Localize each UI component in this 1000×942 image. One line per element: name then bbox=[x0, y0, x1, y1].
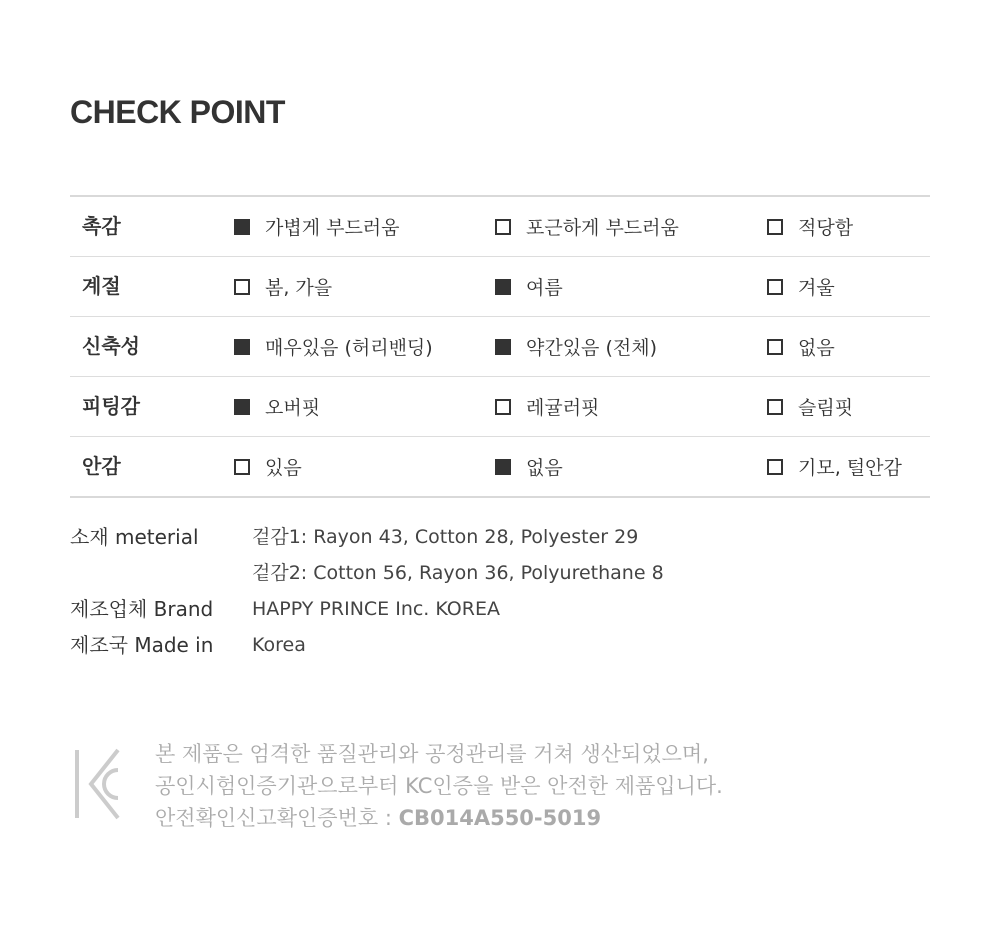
info-value: Korea bbox=[252, 634, 306, 656]
info-key: 제조국 Made in bbox=[70, 633, 214, 657]
checkbox-icon bbox=[234, 339, 250, 355]
check-option bbox=[495, 257, 563, 316]
check-option bbox=[767, 197, 853, 256]
kc-notice bbox=[155, 738, 723, 834]
kc-cert-line bbox=[155, 802, 723, 834]
kc-cert-prefix: 안전확인신고확인증번호 : bbox=[155, 806, 399, 830]
kc-notice-line: 본 제품은 엄격한 품질관리와 공정관리를 거쳐 생산되었으며, bbox=[155, 742, 709, 766]
row-label: 촉감 bbox=[82, 214, 121, 238]
info-key: 소재 meterial bbox=[70, 525, 199, 549]
option-label: 매우있음 (허리밴딩) bbox=[265, 337, 433, 359]
check-option bbox=[234, 377, 320, 436]
kc-mark-icon bbox=[72, 746, 124, 822]
option-label: 봄, 가을 bbox=[265, 277, 333, 299]
option-label: 가볍게 부드러움 bbox=[265, 217, 400, 239]
check-option bbox=[767, 317, 835, 376]
checkbox-icon bbox=[495, 279, 511, 295]
page-title: CHECK POINT bbox=[70, 94, 285, 130]
kc-cert-number: CB014A550-5019 bbox=[398, 806, 602, 830]
row-label: 계절 bbox=[82, 274, 121, 298]
option-label: 있음 bbox=[265, 457, 302, 479]
check-row-lining bbox=[70, 437, 930, 498]
option-label: 포근하게 부드러움 bbox=[526, 217, 679, 239]
info-key: 제조업체 Brand bbox=[70, 597, 214, 621]
checkbox-icon bbox=[495, 339, 511, 355]
check-row-season bbox=[70, 257, 930, 317]
check-option bbox=[234, 437, 302, 496]
check-option bbox=[495, 317, 657, 376]
option-label: 없음 bbox=[798, 337, 835, 359]
checkbox-icon bbox=[234, 459, 250, 475]
option-label: 레귤러핏 bbox=[526, 397, 600, 419]
option-label: 기모, 털안감 bbox=[798, 457, 902, 479]
option-label: 약간있음 (전체) bbox=[526, 337, 657, 359]
check-option bbox=[495, 197, 679, 256]
option-label: 여름 bbox=[526, 277, 563, 299]
check-option bbox=[234, 197, 400, 256]
info-value: 겉감2: Cotton 56, Rayon 36, Polyurethane 8 bbox=[252, 562, 664, 584]
check-row-touch bbox=[70, 197, 930, 257]
check-row-fit bbox=[70, 377, 930, 437]
option-label: 적당함 bbox=[798, 217, 854, 239]
checkbox-icon bbox=[767, 339, 783, 355]
check-option bbox=[234, 317, 433, 376]
check-option bbox=[234, 257, 332, 316]
checkbox-icon bbox=[234, 219, 250, 235]
option-label: 오버핏 bbox=[265, 397, 321, 419]
checkbox-icon bbox=[767, 399, 783, 415]
option-label: 슬림핏 bbox=[798, 397, 854, 419]
check-option bbox=[767, 437, 902, 496]
check-option bbox=[767, 377, 853, 436]
option-label: 없음 bbox=[526, 457, 563, 479]
row-label: 안감 bbox=[82, 454, 121, 478]
info-value: HAPPY PRINCE Inc. KOREA bbox=[252, 598, 500, 620]
check-table bbox=[70, 195, 930, 498]
checkbox-icon bbox=[495, 399, 511, 415]
kc-notice-line: 공인시험인증기관으로부터 KC인증을 받은 안전한 제품입니다. bbox=[155, 774, 723, 798]
checkbox-icon bbox=[767, 279, 783, 295]
row-label: 피팅감 bbox=[82, 394, 140, 418]
row-label: 신축성 bbox=[82, 334, 140, 358]
checkbox-icon bbox=[495, 219, 511, 235]
checkbox-icon bbox=[495, 459, 511, 475]
info-value: 겉감1: Rayon 43, Cotton 28, Polyester 29 bbox=[252, 526, 639, 548]
option-label: 겨울 bbox=[798, 277, 835, 299]
check-option bbox=[495, 377, 599, 436]
checkbox-icon bbox=[234, 279, 250, 295]
check-option bbox=[767, 257, 835, 316]
checkbox-icon bbox=[234, 399, 250, 415]
check-row-stretch bbox=[70, 317, 930, 377]
checkbox-icon bbox=[767, 459, 783, 475]
check-option bbox=[495, 437, 563, 496]
checkbox-icon bbox=[767, 219, 783, 235]
